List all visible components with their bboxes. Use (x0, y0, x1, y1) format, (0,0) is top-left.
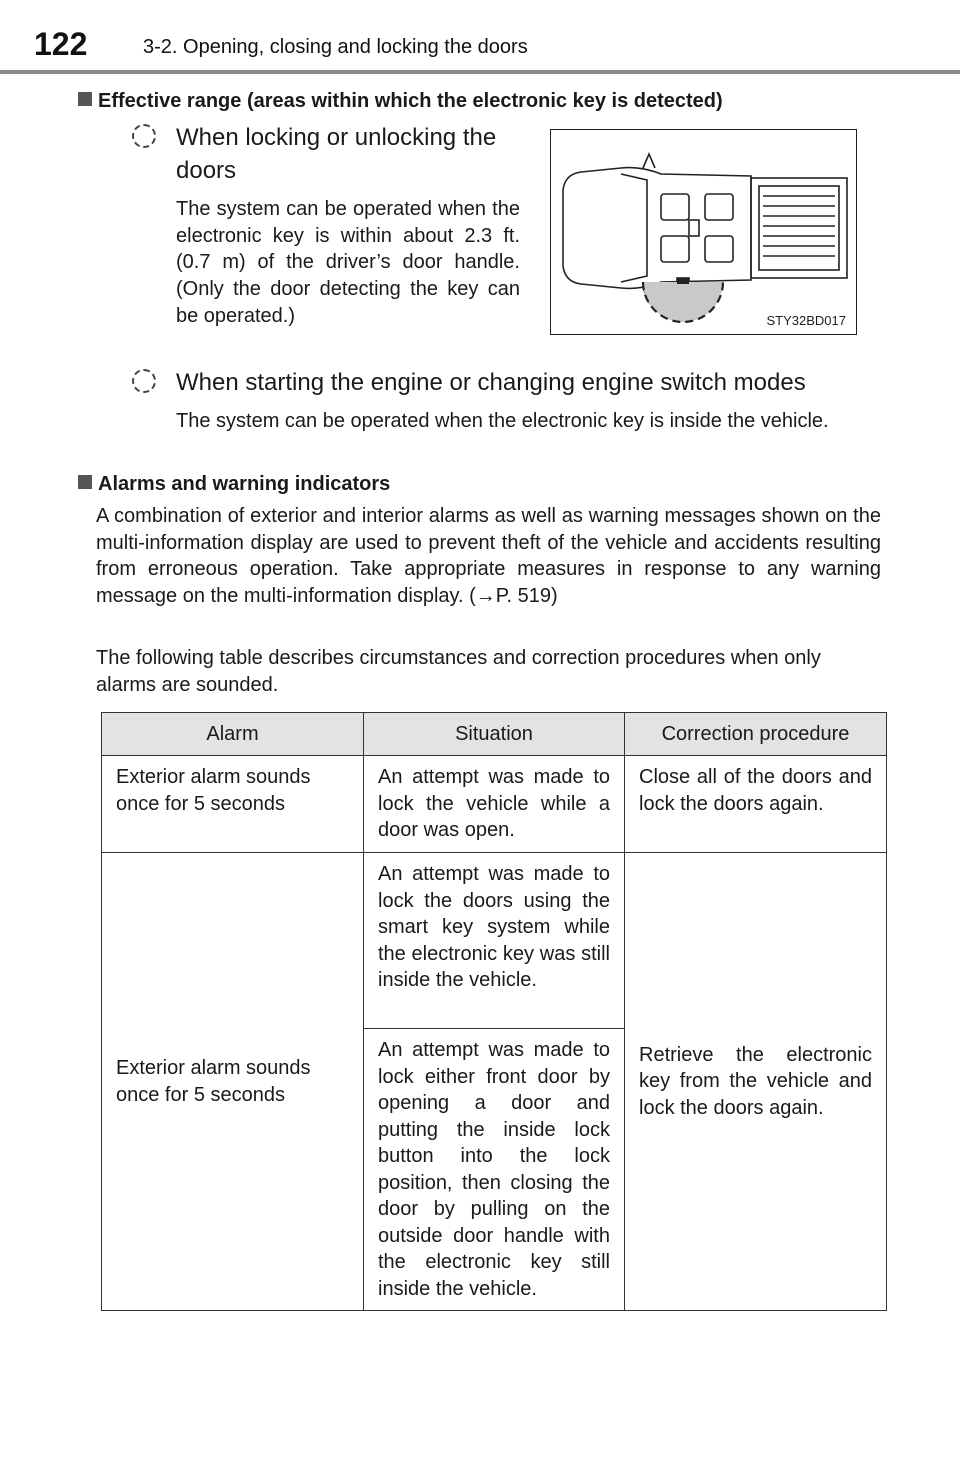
section-square-icon (78, 92, 92, 106)
table-header-correction: Correction procedure (625, 713, 887, 756)
item1-title-line1: When locking or unlocking the (176, 124, 497, 151)
chapter-title: 3-2. Opening, closing and locking the doors (143, 36, 528, 58)
table-header-situation: Situation (364, 713, 625, 756)
dashed-circle-icon (132, 369, 156, 393)
table-cell-alarm: Exterior alarm sounds once for 5 seconds (102, 853, 364, 1311)
alarms-table (101, 712, 887, 1311)
table-header-row (102, 713, 887, 756)
table-cell-situation: An attempt was made to lock either front door by opening a door and putting the inside lock button into the lock position, then closing the door by pulling on the outside door handle with the electronic key still inside the vehicle. (364, 1029, 625, 1311)
item2-title: When starting the engine or changing engine switch modes (176, 369, 806, 396)
item1-title (176, 121, 496, 187)
table-header-alarm: Alarm (102, 713, 364, 756)
alarms-paragraph-2: The following table describes circumstances and correction procedures when only alarms are sounded. (96, 647, 821, 696)
table-cell-situation: An attempt was made to lock the vehicle while a door was open. (364, 756, 625, 853)
table-row (102, 853, 887, 1029)
item2-text: The system can be operated when the electronic key is inside the vehicle. (176, 410, 829, 432)
alarms-paragraph-1: A combination of exterior and interior alarms as well as warning messages shown on the multi-information display are used to prevent theft of the vehicle and accidents resulting from erroneous operation. Take appropriate measures in response to any warning message on the multi-information display. (→P. 519) (96, 505, 881, 608)
item1-title-line2: doors (176, 157, 237, 184)
header-rule (0, 70, 960, 74)
pickup-truck-top-view-icon (551, 130, 855, 333)
section-alarms-heading (78, 473, 390, 496)
section-heading-text: Alarms and warning indicators (98, 473, 391, 495)
section-square-icon (78, 475, 92, 489)
table-cell-situation: An attempt was made to lock the doors using the smart key system while the electronic key was still inside the vehicle. (364, 853, 625, 1029)
section-effective-range-heading (78, 90, 723, 113)
vehicle-range-figure (550, 129, 857, 335)
dashed-circle-icon (132, 124, 156, 148)
table-cell-correction: Retrieve the electronic key from the vehicle and lock the doors again. (625, 853, 887, 1311)
table-cell-correction: Close all of the doors and lock the doors again. (625, 756, 887, 853)
page-number: 122 (34, 26, 88, 62)
page-header (0, 0, 960, 80)
table-row (102, 756, 887, 853)
table-cell-alarm: Exterior alarm sounds once for 5 seconds (102, 756, 364, 853)
figure-code: STY32BD017 (766, 313, 846, 328)
section-heading-text: Effective range (areas within which the electronic key is detected) (98, 90, 723, 112)
item1-text: The system can be operated when the electronic key is within about 2.3 ft. (0.7 m) of the driver’s door handle. (Only the door detecting the key can be operated.) (176, 198, 520, 327)
